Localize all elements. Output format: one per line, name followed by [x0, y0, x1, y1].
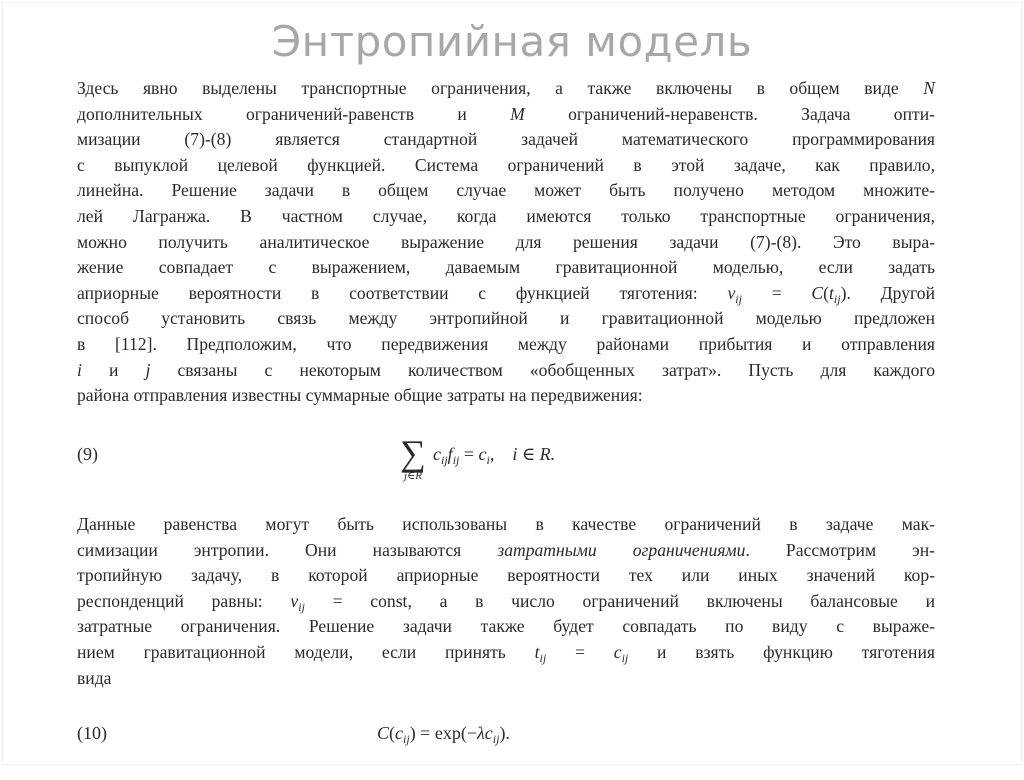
- text-line: района отправления известны суммарные общие затраты на передвижения:: [77, 385, 643, 406]
- math-var: c: [395, 723, 404, 743]
- text-line: [77, 589, 935, 615]
- text-line: можно получить аналитическое выражение для решения задачи (7)-(8). Это выра-: [77, 231, 935, 252]
- text-segment: ). Другой: [840, 282, 935, 303]
- text-segment: = const, а в число ограничений включены балансовые и: [304, 590, 935, 611]
- text-segment: дополнительных ограничений-равенств и: [77, 103, 511, 124]
- text-segment: нием гравитационной модели, если принять: [77, 641, 535, 662]
- text-line: [77, 640, 935, 666]
- math-var: C: [377, 723, 390, 743]
- text-segment: =: [546, 641, 614, 662]
- emphasis-text: затратными ограничениями: [497, 539, 746, 560]
- math-var: M: [510, 103, 525, 124]
- math-var: λ: [476, 723, 485, 743]
- text-segment: связаны с некоторым количеством «обобщенных затрат». Пусть для каждого: [150, 359, 935, 380]
- text-line: лей Лагранжа. В частном случае, когда имеются только транспортные ограничения,: [77, 205, 935, 226]
- math-var: c: [484, 723, 493, 743]
- paragraph-1: [77, 76, 935, 409]
- sum-index: j∈R: [404, 470, 422, 482]
- text-line: Данные равенства могут быть использованы в качестве ограничений в задаче мак-: [77, 514, 935, 534]
- text-line: [77, 358, 935, 384]
- equation-expression: [377, 723, 510, 747]
- text-segment: симизации энтропии. Они называются: [77, 539, 498, 560]
- math-var: c: [478, 444, 487, 464]
- math-subscript: ij: [492, 732, 500, 746]
- sum-operator: [395, 435, 431, 482]
- text-segment: Здесь явно выделены транспортные ограничения, а также включены в общем виде: [77, 78, 924, 98]
- text-line: тропийную задачу, в которой априорные вероятности тех или иных значений кор-: [77, 565, 935, 586]
- paragraph-2: [77, 512, 935, 691]
- text-line: линейна. Решение задачи в общем случае может быть получено методом множите-: [77, 180, 935, 201]
- equation-number: (10): [77, 723, 107, 743]
- math-var: t: [534, 641, 540, 662]
- math-var: j: [145, 359, 151, 380]
- equation-9: [77, 435, 935, 495]
- math-subscript: ij: [735, 291, 742, 306]
- text-line: вида: [77, 667, 112, 688]
- text-line: жение совпадает с выражением, даваемым гравитационной моделью, если задать: [77, 257, 935, 278]
- math-var: f: [447, 444, 453, 464]
- text-segment: (: [823, 282, 830, 303]
- slide-title: Энтропийная модель: [271, 17, 753, 66]
- math-subscript: ij: [298, 599, 305, 614]
- math-var: ν: [290, 590, 299, 611]
- math-subscript: ij: [452, 453, 460, 467]
- text-segment: и взять функцию тяготения: [628, 641, 935, 662]
- math-subscript: ij: [539, 650, 547, 665]
- math-var: C: [811, 282, 824, 303]
- math-var: i: [77, 359, 82, 380]
- math-text: (: [389, 723, 396, 743]
- math-subscript: ij: [403, 732, 410, 746]
- math-subscript: ij: [621, 650, 629, 665]
- text-line: в [112]. Предположим, что передвижения между районами прибытия и отправления: [77, 333, 935, 354]
- text-line: [77, 102, 935, 128]
- math-text: ).: [499, 723, 510, 743]
- equation-expression: [433, 444, 555, 468]
- text-segment: ограничений-неравенств. Задача опти-: [524, 103, 935, 124]
- math-var: c: [613, 641, 622, 662]
- math-subscript: ij: [441, 453, 448, 467]
- text-segment: =: [741, 282, 812, 303]
- text-segment: . Рассмотрим эн-: [745, 539, 935, 560]
- text-line: с выпуклой целевой функцией. Система ограничений в этой задаче, как правило,: [77, 154, 935, 175]
- math-subscript: ij: [833, 291, 841, 306]
- math-text: , i ∈ R.: [489, 444, 556, 464]
- text-line: [77, 281, 935, 307]
- equation-number: (9): [77, 444, 98, 464]
- math-var: N: [923, 78, 935, 98]
- text-segment: и: [81, 359, 146, 380]
- text-segment: респонденций равны:: [77, 590, 291, 611]
- equation-10: [77, 720, 935, 780]
- text-segment: априорные вероятности в соответствии с функцией тяготения:: [77, 282, 728, 303]
- math-text: ) = exp(−: [409, 723, 477, 743]
- math-var: ν: [727, 282, 736, 303]
- sum-icon: ∑: [400, 433, 426, 473]
- math-subscript: i: [486, 453, 490, 467]
- math-var: c: [433, 444, 441, 464]
- math-operator: =: [459, 444, 479, 464]
- text-line: мизации (7)-(8) является стандартной задачей математического программирования: [77, 129, 935, 150]
- text-line: затратные ограничения. Решение задачи также будет совпадать по виду с выраже-: [77, 616, 935, 637]
- text-line: способ установить связь между энтропийной и гравитационной моделью предложен: [77, 308, 935, 329]
- text-line: [77, 76, 935, 102]
- math-var: t: [829, 282, 834, 303]
- text-line: [77, 538, 935, 564]
